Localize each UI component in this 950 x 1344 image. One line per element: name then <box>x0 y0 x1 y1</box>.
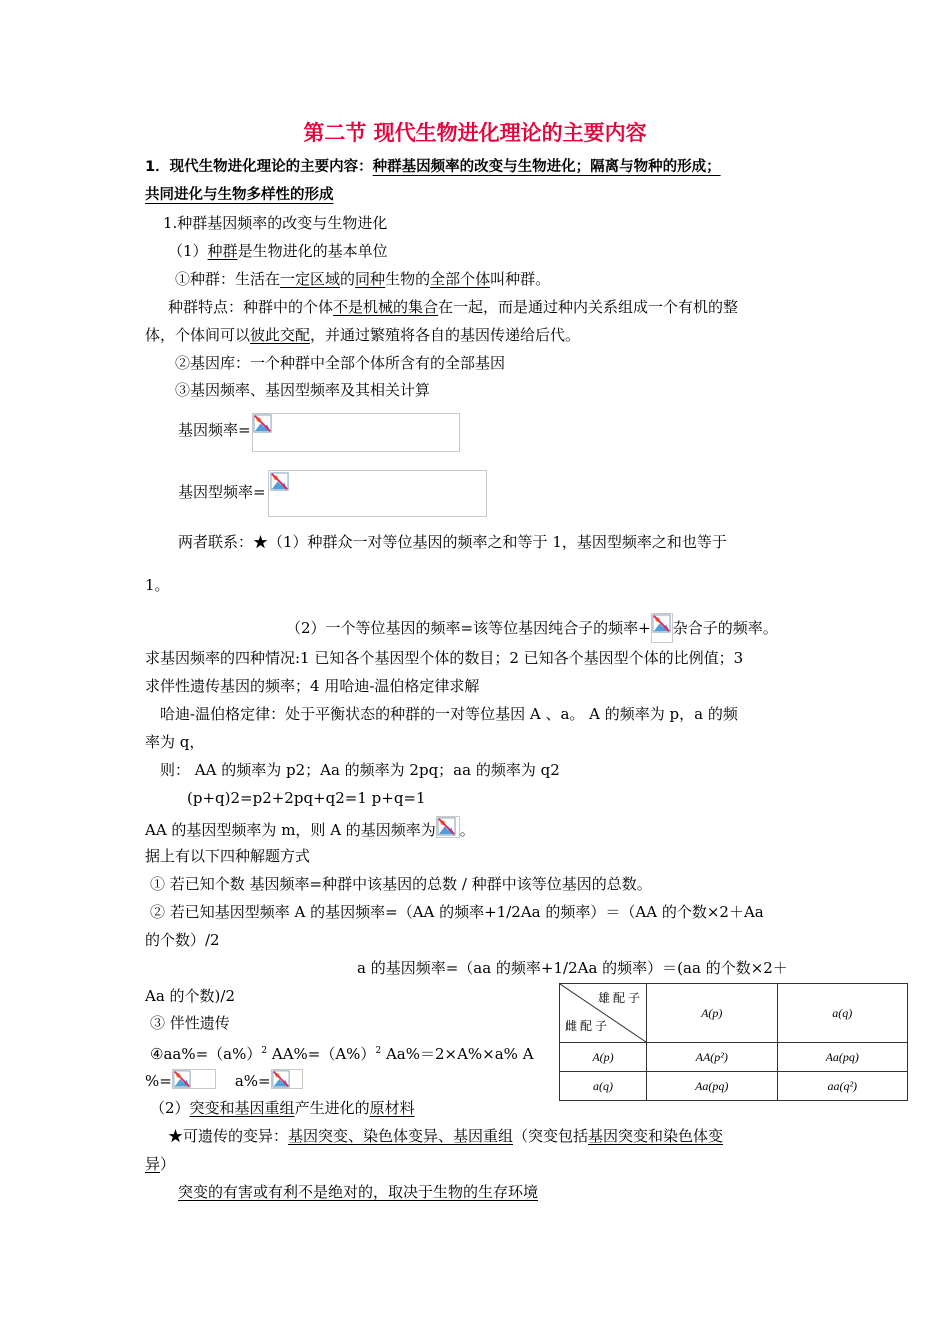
text: a(q) <box>593 1078 613 1093</box>
text: AA(p²) <box>695 1049 728 1064</box>
text: a(q) <box>832 1005 853 1020</box>
text: AA 的基因型频率为 m，则 A 的基因频率为 <box>145 821 436 839</box>
text: 的 <box>340 270 356 288</box>
hardy-weinberg-line-3: 则： AA 的频率为 p2；Aa 的频率为 2pq；aa 的频率为 q2 <box>160 761 560 779</box>
heading-prefix: 1．现代生物进化理论的主要内容： <box>145 159 373 175</box>
four-cases-line-1: 求基因频率的四种情况:1 已知各个基因型个体的数目；2 已知各个基因型个体的比例值；3 <box>145 649 744 667</box>
text: 是生物进化的基本单位 <box>237 242 388 260</box>
text: ★可遗传的变异： <box>168 1127 289 1145</box>
formula-box-gene-frequency <box>252 413 460 452</box>
underlined-term: 同种 <box>355 270 386 288</box>
heading-underlined-b: 共同进化与生物多样性的形成 <box>145 187 334 203</box>
underlined-term: 异 <box>145 1155 161 1173</box>
underlined-term: 基因突变和染色体变 <box>588 1127 724 1145</box>
underlined-term: 彼此交配 <box>250 326 311 344</box>
text: Aa%＝2×A%×a% A <box>381 1045 534 1063</box>
table-cell <box>777 1072 908 1101</box>
broken-image-icon <box>253 414 272 433</box>
gene-frequency-label: 基因频率= <box>178 421 251 439</box>
gamete-combination-table <box>559 983 908 1101</box>
section-heading-1-cont <box>145 185 334 205</box>
underlined-term: 基因突变、染色体变异、基因重组 <box>288 1127 514 1145</box>
para-heritable-variation-cont <box>145 1154 175 1174</box>
text: ①种群：生活在 <box>175 270 281 288</box>
text: 生物的 <box>385 270 431 288</box>
page-title: 第二节 现代生物进化理论的主要内容 <box>303 121 647 145</box>
text: 体，个体间可以 <box>145 326 251 344</box>
section-heading-1 <box>145 157 721 177</box>
table-col-header <box>777 984 908 1043</box>
para-population-features <box>168 297 738 317</box>
solution-way-4 <box>150 1041 534 1064</box>
solution-ways-intro: 据上有以下四种解题方式 <box>145 847 311 865</box>
genotype-frequency-label: 基因型频率= <box>178 483 266 501</box>
four-cases-line-2: 求伴性遗传基因的频率；4 用哈迪-温伯格定律求解 <box>145 677 480 695</box>
superscript: 2 <box>375 1046 382 1056</box>
text: 叫种群。 <box>490 270 551 288</box>
formula-box-genotype-frequency <box>268 470 487 517</box>
table-row-header <box>560 1043 647 1072</box>
table-cell <box>777 1043 908 1072</box>
para-gene-pool: ②基因库：一个种群中全部个体所含有的全部基因 <box>175 354 506 372</box>
text: a%= <box>234 1072 271 1090</box>
superscript: 2 <box>261 1046 268 1056</box>
solution-way-3: ③ 伴性遗传 <box>150 1014 230 1032</box>
text: A(p) <box>592 1049 614 1064</box>
subsection-title: 1.种群基因频率的改变与生物进化 <box>163 214 388 232</box>
heading-underlined-a: 种群基因频率的改变与生物进化；隔离与物种的形成； <box>372 159 721 175</box>
underlined-term: 全部个体 <box>430 270 491 288</box>
para-population-def <box>175 269 550 289</box>
para-frequency-calc: ③基因频率、基因型频率及其相关计算 <box>175 381 431 399</box>
solution-way-2: ② 若已知基因型频率 A 的基因频率=（AA 的频率+1/2Aa 的频率）＝（AA 的个数×2＋Aa <box>150 903 764 921</box>
text: 在一起，而是通过种内关系组成一个有机的整 <box>438 298 739 316</box>
para-mutation <box>150 1098 415 1118</box>
text: Aa(pq) <box>695 1078 729 1093</box>
text: （2）一个等位基因的频率=该等位基因纯合子的频率+ <box>286 619 651 637</box>
table-cell <box>647 1072 778 1101</box>
text: 。 <box>459 821 475 839</box>
solution-way-4-cont <box>145 1069 303 1091</box>
solution-way-2-a-cont: Aa 的个数)/2 <box>145 987 235 1005</box>
female-gamete-label: 雌 配 子 <box>565 1019 608 1033</box>
broken-image-icon <box>271 1069 303 1089</box>
table-row <box>560 1043 908 1072</box>
relation-line-1: 两者联系：★（1）种群众一对等位基因的频率之和等于 1，基因型频率之和也等于 <box>178 533 727 551</box>
broken-image-icon <box>436 816 460 838</box>
underlined-term: 原材料 <box>369 1099 415 1117</box>
underlined-term: 一定区域 <box>280 270 341 288</box>
text: （2） <box>150 1099 190 1117</box>
text: 种群特点：种群中的个体 <box>168 298 334 316</box>
underlined-term: 不是机械的集合 <box>333 298 439 316</box>
hardy-weinberg-line-4: (p+q)2=p2+2pq+q2=1 p+q=1 <box>187 789 426 807</box>
male-gamete-label: 雄 配 子 <box>597 991 640 1005</box>
table-row <box>560 1072 908 1101</box>
text: ④aa%=（a%） <box>150 1045 262 1063</box>
table-col-header <box>647 984 778 1043</box>
relation-line-2 <box>286 613 778 643</box>
text: ，并通过繁殖将各自的基因传递给后代。 <box>310 326 581 344</box>
underlined-term: 种群 <box>207 242 238 260</box>
text: Aa(pq) <box>825 1049 859 1064</box>
para-population-features-cont <box>145 325 580 345</box>
text: ） <box>160 1155 176 1173</box>
solution-way-2-cont: 的个数）/2 <box>145 931 220 949</box>
table-cell <box>647 1043 778 1072</box>
text: 杂合子的频率。 <box>672 619 778 637</box>
table-row-header <box>560 1072 647 1101</box>
table-corner-cell <box>560 984 647 1043</box>
underlined-term: 突变和基因重组 <box>189 1099 295 1117</box>
para-heritable-variation <box>168 1126 723 1146</box>
solution-way-1: ① 若已知个数 基因频率=种群中该基因的总数 / 种群中该等位基因的总数。 <box>150 875 652 893</box>
para-mutation-relativity: 突变的有害或有利不是绝对的，取决于生物的生存环境 <box>178 1183 539 1201</box>
text: aa(q²) <box>827 1078 858 1093</box>
hardy-weinberg-line-1: 哈迪-温伯格定律：处于平衡状态的种群的一对等位基因 A 、a。 A 的频率为 p，a 的频 <box>160 705 738 723</box>
hardy-weinberg-line-5 <box>145 816 475 840</box>
para-population-unit <box>168 241 388 261</box>
broken-image-icon <box>651 613 673 643</box>
text: （1） <box>168 242 208 260</box>
broken-image-icon <box>172 1069 216 1089</box>
relation-line-1-cont: 1。 <box>145 576 170 594</box>
solution-way-2-a: a 的基因频率=（aa 的频率+1/2Aa 的频率）＝(aa 的个数×2＋ <box>357 959 788 977</box>
text: A(p) <box>701 1005 723 1020</box>
text: （突变包括 <box>513 1127 589 1145</box>
text: 产生进化的 <box>294 1099 370 1117</box>
text: AA%=（A%） <box>267 1045 376 1063</box>
text: %= <box>145 1072 172 1090</box>
broken-image-icon <box>270 472 289 491</box>
hardy-weinberg-line-2: 率为 q， <box>145 733 205 751</box>
